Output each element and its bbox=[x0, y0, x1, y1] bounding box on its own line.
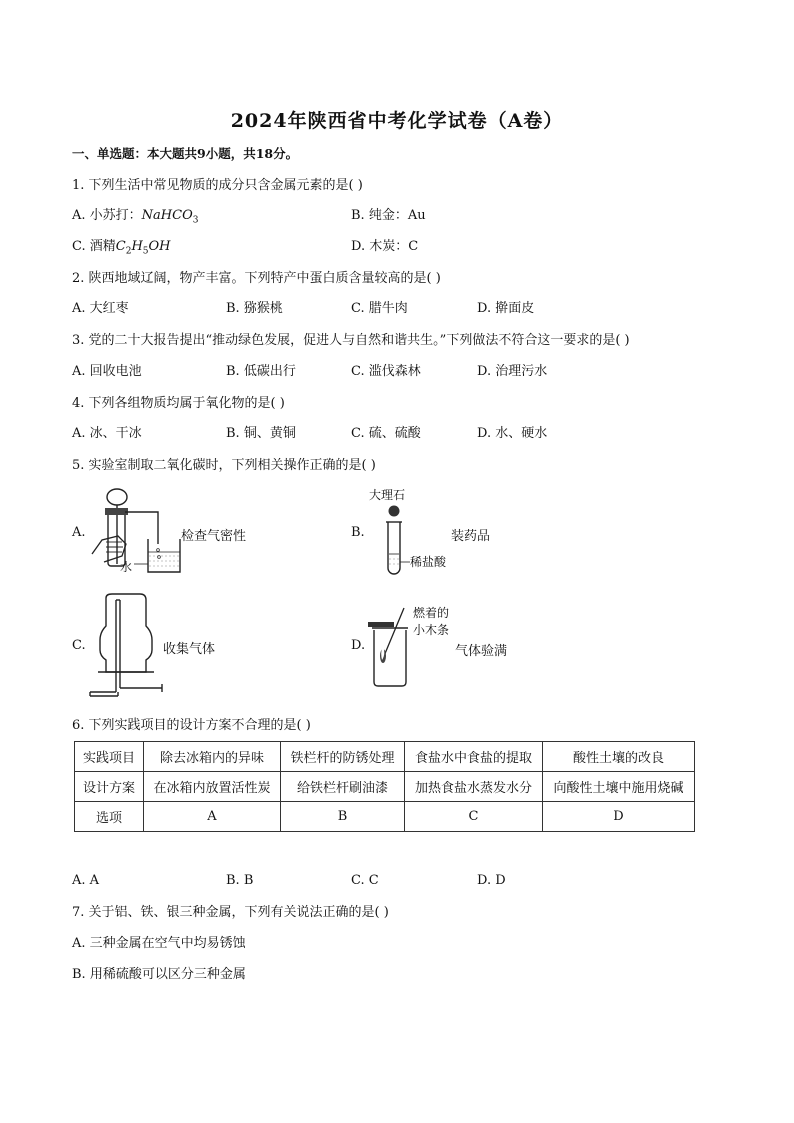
q2-option-d: D. 擀面皮 bbox=[477, 301, 535, 316]
table-cell: 加热食盐水蒸发水分 bbox=[405, 772, 543, 802]
gas-collection-figure bbox=[88, 592, 164, 698]
q5-c-letter: C. bbox=[72, 638, 86, 653]
q6-option-d: D. D bbox=[477, 873, 506, 888]
q7-stem: 7. 关于铝、铁、银三种金属，下列有关说法正确的是( ) bbox=[72, 905, 389, 920]
table-cell: 设计方案 bbox=[75, 772, 144, 802]
q5-a-letter: A. bbox=[72, 525, 86, 540]
table-cell: 给铁栏杆刷油漆 bbox=[281, 772, 405, 802]
q4-option-b: B. 铜、黄铜 bbox=[226, 426, 296, 441]
q5-a-caption: 检查气密性 bbox=[181, 529, 247, 544]
table-row bbox=[75, 742, 695, 772]
gas-full-check-figure bbox=[366, 606, 416, 688]
q5-b-acid-label: 稀盐酸 bbox=[410, 555, 447, 569]
q2-stem: 2. 陕西地域辽阔，物产丰富。下列特产中蛋白质含量较高的是( ) bbox=[72, 271, 441, 286]
q7-option-b: B. 用稀硫酸可以区分三种金属 bbox=[72, 967, 246, 982]
q5-b-marble-label: 大理石 bbox=[369, 488, 406, 502]
q3-option-b: B. 低碳出行 bbox=[226, 364, 296, 379]
q3-option-c: C. 滥伐森林 bbox=[351, 364, 421, 379]
table-cell: C bbox=[405, 802, 543, 832]
airtightness-check-figure bbox=[88, 484, 184, 574]
q6-option-b: B. B bbox=[226, 873, 254, 888]
q2-option-a: A. 大红枣 bbox=[72, 301, 129, 316]
q3-option-a: A. 回收电池 bbox=[72, 364, 142, 379]
table-cell: 在冰箱内放置活性炭 bbox=[144, 772, 281, 802]
q5-b-letter: B. bbox=[351, 525, 365, 540]
table-cell: B bbox=[281, 802, 405, 832]
practice-projects-table bbox=[74, 741, 695, 832]
q1-stem: 1. 下列生活中常见物质的成分只含金属元素的是( ) bbox=[72, 178, 363, 193]
q1-option-b: B. 纯金：Au bbox=[351, 208, 426, 223]
q5-b-caption: 装药品 bbox=[451, 529, 491, 544]
q5-d-caption: 气体验满 bbox=[455, 644, 508, 659]
q7-option-a: A. 三种金属在空气中均易锈蚀 bbox=[72, 936, 246, 951]
q5-d-stick-label-1: 燃着的 bbox=[413, 606, 450, 620]
table-cell: 酸性土壤的改良 bbox=[543, 742, 695, 772]
formula-c2h5oh: $C_2H_5OH$ bbox=[115, 239, 171, 257]
table-cell: D bbox=[543, 802, 695, 832]
q5-c-caption: 收集气体 bbox=[163, 642, 216, 657]
q1-option-a: A. 小苏打：NaHCO$_3$ bbox=[72, 208, 199, 226]
exam-title: 2024年陕西省中考化学试卷（A卷） bbox=[230, 110, 564, 132]
q3-stem: 3. 党的二十大报告提出“推动绿色发展，促进人与自然和谐共生。”下列做法不符合这一要求的是( ) bbox=[72, 333, 630, 348]
section-heading: 一、单选题：本大题共9小题，共18分。 bbox=[72, 146, 299, 161]
q4-option-c: C. 硫、硫酸 bbox=[351, 426, 421, 441]
test-tube-figure bbox=[378, 502, 412, 578]
q3-option-d: D. 治理污水 bbox=[477, 364, 548, 379]
q2-option-b: B. 猕猴桃 bbox=[226, 301, 283, 316]
formula-nahco3: NaHCO$_3$ bbox=[141, 208, 199, 226]
q5-stem: 5. 实验室制取二氧化碳时，下列相关操作正确的是( ) bbox=[72, 458, 376, 473]
q1-option-d: D. 木炭：C bbox=[351, 239, 419, 254]
table-row bbox=[75, 772, 695, 802]
table-cell: 铁栏杆的防锈处理 bbox=[281, 742, 405, 772]
q2-option-c: C. 腊牛肉 bbox=[351, 301, 408, 316]
q5-d-stick-label-2: 小木条 bbox=[413, 623, 450, 637]
q6-option-c: C. C bbox=[351, 873, 379, 888]
table-cell: 实践项目 bbox=[75, 742, 144, 772]
q4-option-d: D. 水、硬水 bbox=[477, 426, 548, 441]
table-cell: 除去冰箱内的异味 bbox=[144, 742, 281, 772]
q6-option-a: A. A bbox=[72, 873, 100, 888]
q5-d-letter: D. bbox=[351, 638, 366, 653]
table-row bbox=[75, 802, 695, 832]
q4-option-a: A. 冰、干冰 bbox=[72, 426, 142, 441]
table-cell: 食盐水中食盐的提取 bbox=[405, 742, 543, 772]
table-cell: 选项 bbox=[75, 802, 144, 832]
q6-stem: 6. 下列实践项目的设计方案不合理的是( ) bbox=[72, 718, 311, 733]
table-cell: A bbox=[144, 802, 281, 832]
q1-option-c: C. 酒精$C_2H_5OH$ bbox=[72, 239, 171, 257]
table-cell: 向酸性土壤中施用烧碱 bbox=[543, 772, 695, 802]
q4-stem: 4. 下列各组物质均属于氧化物的是( ) bbox=[72, 396, 285, 411]
q5-a-water-label: 水 bbox=[120, 560, 133, 574]
